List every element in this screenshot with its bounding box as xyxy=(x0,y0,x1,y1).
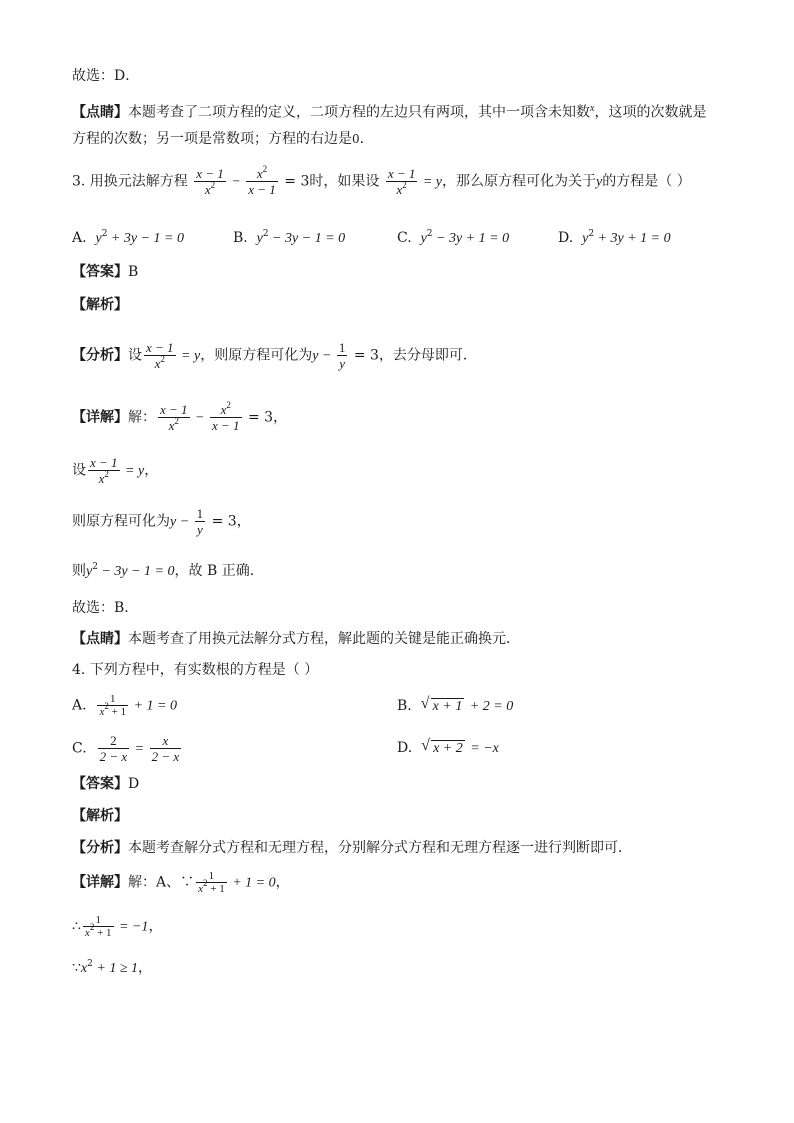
exponent: 2 xyxy=(402,180,407,190)
xiangjie-text: 解：A、∵ xyxy=(128,874,195,891)
denominator: 2 − x xyxy=(99,749,128,764)
comma: ， xyxy=(138,960,153,976)
zero-value: 0 xyxy=(352,132,360,146)
equals-3: = 3 xyxy=(243,409,274,426)
option-label: A. xyxy=(72,230,87,246)
option-expr: + 3y − 1 = 0 xyxy=(107,231,184,246)
equals-y: = y xyxy=(121,463,145,479)
var-y: y xyxy=(596,174,603,190)
option-expr: + 1 = 0 xyxy=(130,698,177,714)
equals-3: = 3 xyxy=(279,173,310,190)
fraction-1-over-y xyxy=(195,506,206,537)
comment-line-prev-2 xyxy=(72,129,374,149)
result-expr: − 3y − 1 = 0 xyxy=(97,564,175,579)
fenxi-text: 设 xyxy=(128,347,142,364)
numerator: 1 xyxy=(338,340,346,355)
denominator: 2 − x xyxy=(151,749,180,764)
step-transform xyxy=(72,506,251,537)
fenxi-text-2: ，则原方程可化为 xyxy=(200,347,313,364)
numerator: x − 1 xyxy=(387,166,416,181)
equals-sign: = xyxy=(131,741,148,757)
numerator: x − 1 xyxy=(90,455,118,470)
var-x: x xyxy=(84,927,90,939)
question-3 xyxy=(72,166,691,197)
var-x: x xyxy=(590,103,595,114)
exponent: 2 xyxy=(92,562,98,572)
option-expr: − 3y − 1 = 0 xyxy=(268,231,346,246)
comma: ， xyxy=(275,874,290,891)
fenxi-4 xyxy=(72,838,632,858)
denominator: y xyxy=(195,521,206,537)
step-result xyxy=(72,561,264,582)
option-label: C. xyxy=(397,230,412,246)
inequality-expr: + 1 ≥ 1 xyxy=(92,961,139,976)
question-3-ask: ，那么原方程可化为关于 xyxy=(442,173,597,190)
exponent: 2 xyxy=(426,229,433,239)
fraction-2-over-2mx xyxy=(98,733,130,764)
q3-option-a xyxy=(72,228,184,249)
radical-icon: √ xyxy=(420,695,430,712)
answer-tag: 【答案】 xyxy=(72,264,128,280)
fraction-x2-over-xm1 xyxy=(210,402,242,433)
fenxi-tag: 【分析】 xyxy=(72,840,128,856)
equals-3: = 3 xyxy=(349,347,379,364)
q3-option-b xyxy=(233,228,345,249)
conclusion-3 xyxy=(72,598,138,618)
var-y: y xyxy=(256,231,263,246)
var-y: y xyxy=(170,514,177,530)
answer-value: D xyxy=(128,776,140,792)
var-x: x xyxy=(80,961,88,976)
equals-minus-1: = −1 xyxy=(115,919,149,935)
exponent: 2 xyxy=(101,229,108,239)
question-4 xyxy=(72,660,318,680)
fraction-1-over-x2p1 xyxy=(83,914,114,939)
var-y: y xyxy=(95,231,102,246)
fraction-1-over-y xyxy=(337,340,348,371)
var-x: x xyxy=(99,706,105,718)
plus-1: + 1 xyxy=(94,927,112,939)
var-x: x xyxy=(396,182,403,197)
xiangjie-3 xyxy=(72,402,287,433)
q4-option-a xyxy=(72,693,177,718)
analysis-4-heading xyxy=(72,806,128,826)
exponent: 2 xyxy=(87,959,93,969)
var-y: y xyxy=(312,348,319,364)
q4-option-b xyxy=(397,696,513,717)
exponent: 2 xyxy=(104,469,109,479)
sqrt-x-plus-2 xyxy=(421,739,465,759)
numerator: 2 xyxy=(110,733,117,748)
xiangjie-tag: 【详解】 xyxy=(72,874,128,891)
because-icon: ∵ xyxy=(72,960,81,976)
xiangjie-4 xyxy=(72,870,290,895)
answer-4 xyxy=(72,774,139,794)
answer-value: B xyxy=(128,264,139,280)
option-label: D. xyxy=(558,230,574,246)
fraction-x2-over-xm1 xyxy=(246,166,278,197)
numerator: 1 xyxy=(196,506,204,521)
minus-sign: − xyxy=(318,348,335,364)
numerator xyxy=(210,402,242,417)
exponent: 2 xyxy=(588,229,595,239)
q3-option-c xyxy=(397,228,509,249)
answer-3 xyxy=(72,262,138,282)
fraction-1-over-x2p1 xyxy=(97,693,128,718)
plus-1: + 1 xyxy=(108,706,127,718)
exponent: 2 xyxy=(203,878,208,888)
plus-1: + 1 xyxy=(207,883,225,895)
fraction-1-over-x2p1 xyxy=(196,870,227,895)
denominator xyxy=(83,922,114,939)
denominator: x − 1 xyxy=(248,182,276,197)
minus-sign: − xyxy=(227,174,245,190)
option-label: C. xyxy=(72,740,87,757)
exponent: 2 xyxy=(226,400,231,410)
denominator: y xyxy=(337,355,348,371)
var-y: y xyxy=(420,231,427,246)
var-x: x xyxy=(220,402,227,417)
q3-option-d xyxy=(558,228,671,249)
denominator: x − 1 xyxy=(212,418,240,433)
step-text: 设 xyxy=(72,462,86,479)
denominator xyxy=(158,417,190,433)
fenxi-3 xyxy=(72,340,477,371)
equation-expr: + 1 = 0 xyxy=(228,875,276,891)
sqrt-x-plus-1 xyxy=(421,697,465,717)
analysis-tag: 【解析】 xyxy=(72,808,128,824)
equals-3: = 3 xyxy=(207,513,237,530)
denominator xyxy=(196,878,227,895)
option-label: A. xyxy=(72,697,87,714)
var-y: y xyxy=(86,564,93,579)
exponent: 2 xyxy=(160,354,165,364)
comma: ， xyxy=(273,409,288,426)
fenxi-tag: 【分析】 xyxy=(72,347,128,364)
var-y: y xyxy=(582,231,589,246)
numerator: 1 xyxy=(208,870,215,882)
minus-sign: − xyxy=(191,410,208,426)
numerator: x − 1 xyxy=(196,166,224,181)
radical-icon: √ xyxy=(421,737,430,754)
question-3-cond: 时，如果设 xyxy=(309,173,380,190)
comment-3 xyxy=(72,629,520,649)
exponent: 2 xyxy=(89,922,95,932)
minus-sign: − xyxy=(176,514,193,530)
denominator xyxy=(194,181,226,197)
comma: ， xyxy=(144,462,159,479)
var-x: x xyxy=(98,471,105,486)
numerator: 1 xyxy=(95,914,101,926)
option-label: D. xyxy=(397,740,413,756)
numerator: x xyxy=(162,733,169,748)
var-x: x xyxy=(168,418,175,433)
comment-text-2: 方程的次数；另一项是常数项；方程的右边是 xyxy=(72,131,352,147)
analysis-tag: 【解析】 xyxy=(72,297,128,313)
conclusion-text: 故选：B． xyxy=(72,600,139,616)
question-3-end: 的方程是（ ） xyxy=(602,173,691,190)
option-label: B. xyxy=(397,698,412,714)
period: ． xyxy=(359,131,374,147)
step-therefore xyxy=(72,914,162,939)
fraction-substitution xyxy=(386,166,418,197)
comma: ， xyxy=(236,513,251,530)
denominator xyxy=(88,470,120,486)
equals-y: = y xyxy=(177,348,201,364)
q4-option-d xyxy=(397,738,499,759)
fraction-substitution xyxy=(144,340,176,371)
analysis-3-heading xyxy=(72,295,128,315)
fraction-substitution xyxy=(88,455,120,486)
fenxi-text-3: ，去分母即可． xyxy=(378,347,477,364)
numerator xyxy=(246,166,278,181)
exponent: 2 xyxy=(174,416,179,426)
conclusion-line-prev xyxy=(72,66,139,86)
comment-line-prev xyxy=(72,99,706,123)
question-4-stem: 4. 下列方程中，有实数根的方程是（ ） xyxy=(72,662,319,678)
xiangjie-text: 解： xyxy=(128,409,156,426)
step-substitute xyxy=(72,455,158,486)
radicand: x + 2 xyxy=(433,741,463,756)
fraction-xm1-over-x2 xyxy=(194,166,226,197)
equals-y: = y xyxy=(419,174,443,190)
radicand: x + 1 xyxy=(432,699,463,714)
option-expr: = −x xyxy=(466,741,499,756)
step-text-2: ，故 B 正确． xyxy=(174,563,264,579)
exponent: 2 xyxy=(262,229,269,239)
comment-text-cont: ，这项的次数就是 xyxy=(594,104,707,121)
numerator: x − 1 xyxy=(160,402,188,417)
numerator: 1 xyxy=(110,693,116,705)
option-expr: + 2 = 0 xyxy=(466,699,514,714)
var-x: x xyxy=(204,182,211,197)
step-because xyxy=(72,958,152,979)
var-x: x xyxy=(198,883,204,895)
answer-tag: 【答案】 xyxy=(72,776,128,792)
exponent: 2 xyxy=(104,701,109,711)
step-text: 则原方程可化为 xyxy=(72,513,170,530)
numerator: x − 1 xyxy=(146,340,174,355)
exponent: 2 xyxy=(262,164,268,174)
fraction-xm1-over-x2 xyxy=(158,402,190,433)
option-expr: + 3y + 1 = 0 xyxy=(594,231,671,246)
option-label: B. xyxy=(233,230,248,246)
comment-text: 本题考查了用换元法解分式方程，解此题的关键是能正确换元． xyxy=(128,631,520,647)
comment-text: 本题考查了二项方程的定义，二项方程的左边只有两项，其中一项含未知数 xyxy=(128,104,590,121)
therefore-icon: ∴ xyxy=(72,918,81,935)
fraction-x-over-2mx xyxy=(150,733,182,764)
conclusion-text: 故选：D． xyxy=(72,68,140,84)
denominator xyxy=(144,355,176,371)
step-text: 则 xyxy=(72,563,86,579)
var-x: x xyxy=(256,166,263,181)
question-3-stem: 3. 用换元法解方程 xyxy=(72,173,188,190)
comma: ， xyxy=(148,918,163,935)
comment-tag: 【点睛】 xyxy=(72,631,128,647)
comment-tag: 【点睛】 xyxy=(72,104,128,121)
option-expr: − 3y + 1 = 0 xyxy=(432,231,510,246)
var-x: x xyxy=(154,356,161,371)
exponent: 2 xyxy=(210,180,216,190)
q4-option-c xyxy=(72,733,183,764)
denominator xyxy=(386,181,418,197)
fenxi-text: 本题考查解分式方程和无理方程，分别解分式方程和无理方程逐一进行判断即可． xyxy=(128,840,632,856)
denominator xyxy=(97,701,128,718)
xiangjie-tag: 【详解】 xyxy=(72,409,128,426)
